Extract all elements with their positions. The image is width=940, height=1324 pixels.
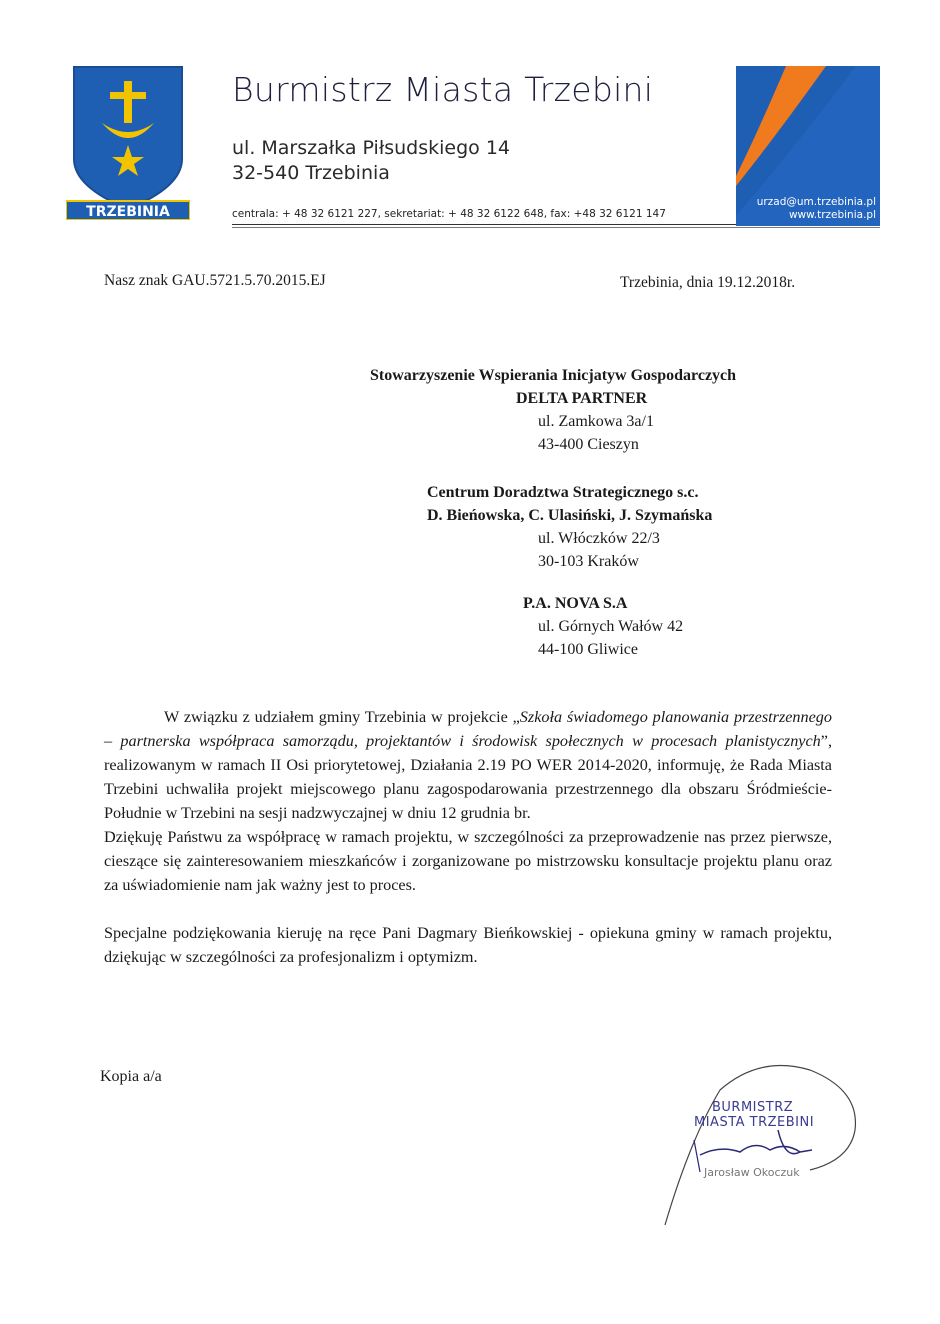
recipient-3-street: ul. Górnych Wałów 42 (538, 618, 684, 635)
letterhead-address (232, 136, 510, 186)
recipient-1-name: Stowarzyszenie Wspierania Inicjatyw Gospodarczych (370, 367, 737, 384)
recipient-2-name: Centrum Doradztwa Strategicznego s.c. (427, 484, 699, 501)
recipient-2-city: 30-103 Kraków (538, 553, 639, 570)
stamp-signatory-name: Jarosław Okoczuk (704, 1166, 800, 1179)
recipient-3-city: 44-100 Gliwice (538, 641, 638, 658)
letter-body (104, 705, 832, 969)
copy-note: Kopia a/a (100, 1068, 162, 1085)
recipient-1 (370, 364, 736, 456)
stamp-title-line1: BURMISTRZ (712, 1100, 794, 1115)
recipient-3-name: P.A. NOVA S.A (523, 595, 628, 612)
recipient-3 (523, 592, 683, 661)
letterhead-title: Burmistrz Miasta Trzebini (232, 70, 654, 109)
body-p1-intro: W związku z udziałem gminy Trzebinia w projekcie „ (164, 708, 520, 726)
project-title: Szkoła świadomego planowania przestrzennego – partnerska współpraca samorządu, projektantów i środowisk społecznych w procesach planistycznych (104, 708, 832, 750)
reference-number: Nasz znak GAU.5721.5.70.2015.EJ (104, 272, 326, 289)
recipient-1-street: ul. Zamkowa 3a/1 (538, 413, 654, 430)
body-paragraph-3: Specjalne podziękowania kieruję na ręce Pani Dagmary Bieńkowskiej - opiekuna gminy w ramach projektu, dziękując w szczególności za profesjonalizm i optymizm. (104, 924, 832, 966)
recipient-2-name-line2: D. Bieńowska, C. Ulasiński, J. Szymańska (427, 507, 713, 524)
recipient-2 (427, 481, 712, 573)
recipient-2-street: ul. Włóczków 22/3 (538, 530, 660, 547)
recipient-1-name-line2: DELTA PARTNER (516, 390, 648, 407)
letterhead-badge-text (744, 196, 876, 222)
body-p1-rest: ”, realizowanym w ramach II Osi priorytetowej, Działania 2.19 PO WER 2014-2020, informuję, że Rada Miasta Trzebini uchwaliła projekt miejscowego planu zagospodarowania przestrzennego dla obszaru Śródmieście-Południe w Trzebini na sesji nadzwyczajnej w dniu 12 grudnia br. (104, 732, 832, 822)
coat-of-arms-icon (66, 63, 190, 220)
signature-stamp-icon (660, 1060, 870, 1230)
body-paragraph-1 (104, 705, 832, 825)
letter-date: Trzebinia, dnia 19.12.2018r. (620, 274, 796, 291)
recipient-1-city: 43-400 Cieszyn (538, 436, 639, 453)
body-paragraph-2: Dziękuję Państwu za współpracę w ramach projektu, w szczególności za przeprowadzenie nas przez pierwsze, cieszące się zainteresowaniem mieszkańców i zorganizowane po mistrzowsku konsultacje projektu planu oraz za uświadomienie nam jak ważny jest to proces. (104, 828, 832, 894)
letterhead-www[interactable]: www.trzebinia.pl (788, 209, 876, 221)
letterhead-email[interactable]: urzad@um.trzebinia.pl (756, 196, 876, 208)
letterhead-street: ul. Marszałka Piłsudskiego 14 (232, 137, 511, 159)
letterhead-rule-secondary (232, 227, 880, 228)
letterhead-contact: centrala: + 48 32 6121 227, sekretariat: + 48 32 6122 648, fax: +48 32 6121 147 (232, 208, 666, 220)
stamp-title-line2: MIASTA TRZEBINI (694, 1115, 815, 1130)
coat-label: TRZEBINIA (86, 204, 170, 220)
letterhead-city: 32-540 Trzebinia (232, 162, 390, 184)
